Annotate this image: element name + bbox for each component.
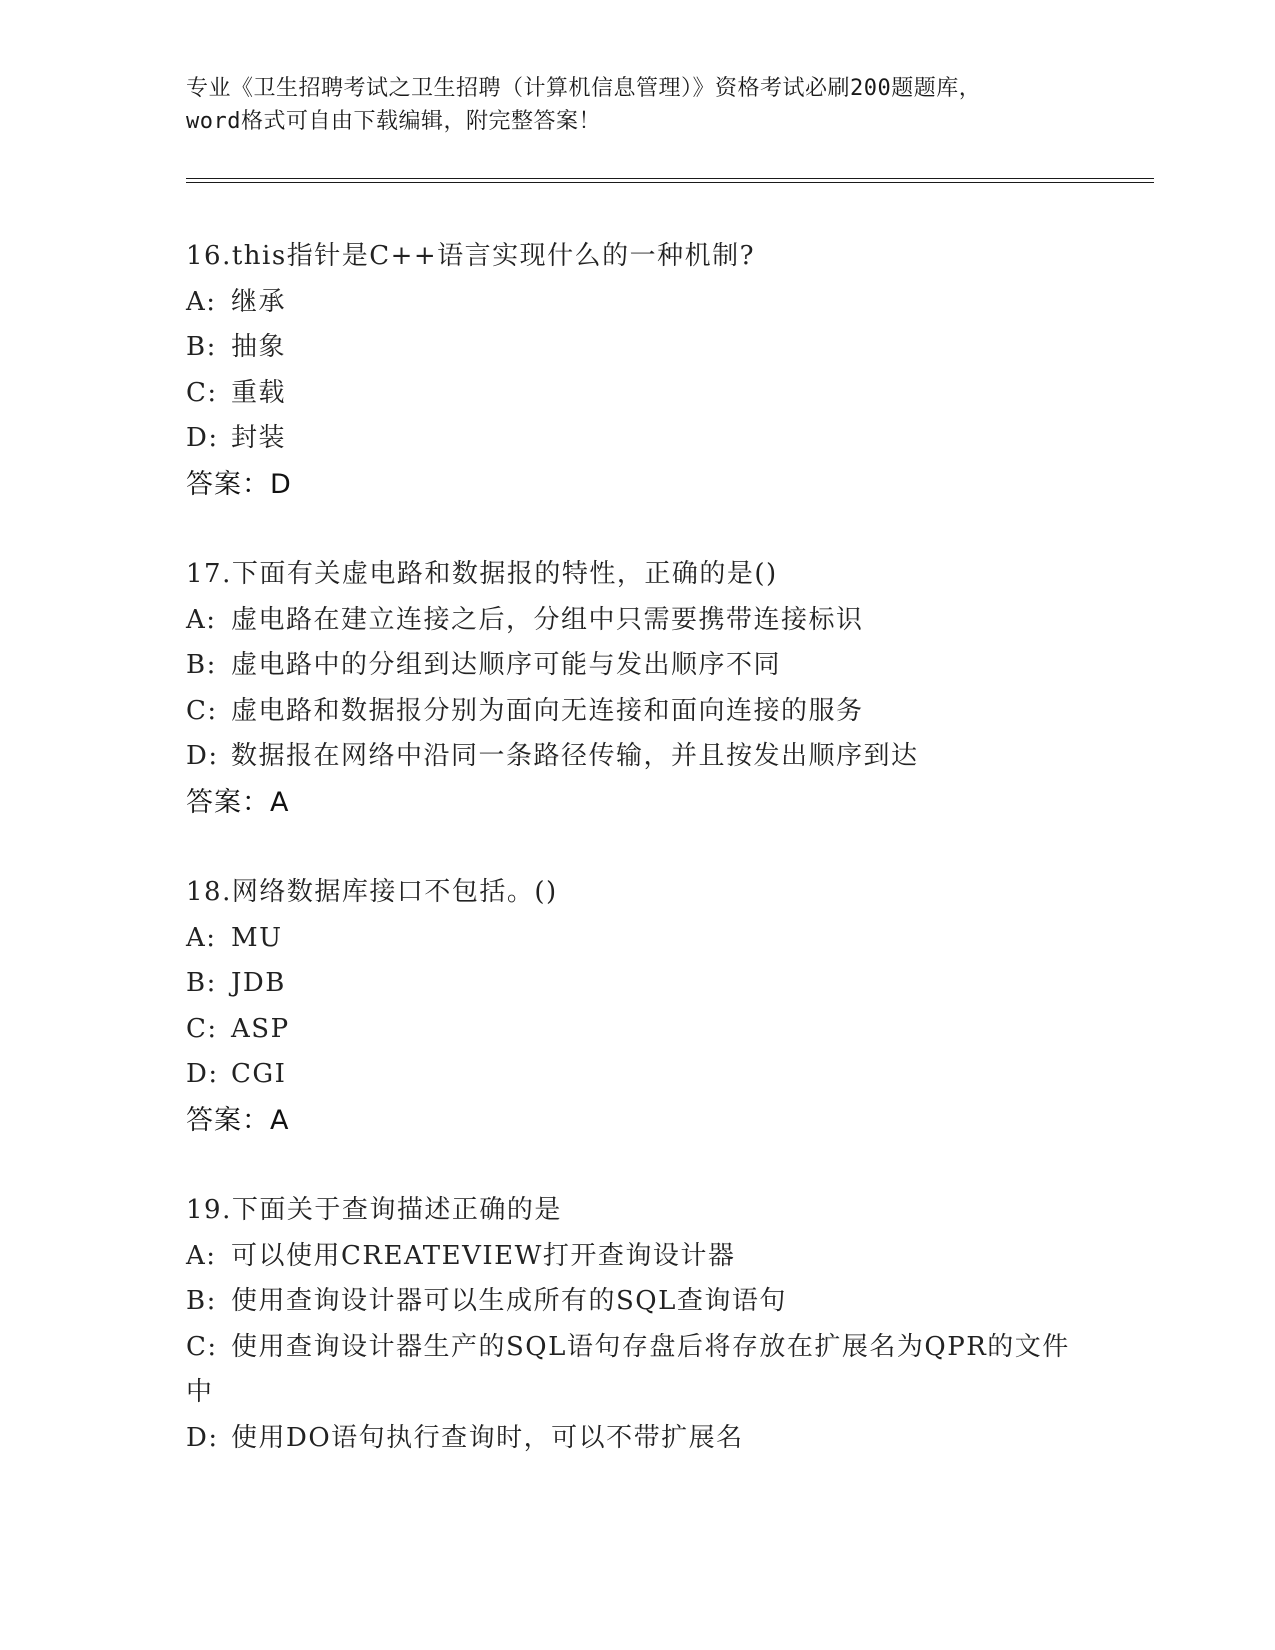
option-text: 数据报在网络中沿同一条路径传输，并且按发出顺序到达 (231, 741, 919, 771)
option-text: 使用查询设计器生产的SQL语句存盘后将存放在扩展名为QPR的文件中 (186, 1331, 1070, 1407)
header-title-line2: word格式可自由下载编辑，附完整答案！ (186, 109, 601, 134)
option-text: 封装 (231, 423, 287, 453)
option-label: D: (186, 423, 219, 453)
option-a (186, 280, 1086, 326)
option-text: 继承 (231, 286, 287, 317)
option-label: C: (186, 1013, 218, 1044)
option-b (186, 643, 1086, 689)
option-text: ASP (231, 1013, 290, 1044)
option-text: 使用DO语句执行查询时，可以不带扩展名 (231, 1422, 744, 1453)
option-label: D: (186, 1059, 219, 1089)
option-text: 抽象 (231, 332, 287, 362)
question-stem: 18.网络数据库接口不包括。() (186, 877, 558, 907)
option-text: 虚电路中的分组到达顺序可能与发出顺序不同 (231, 650, 782, 680)
option-label: B: (186, 968, 217, 998)
document-header (186, 72, 1086, 138)
header-rule-top (186, 178, 1154, 179)
option-c (186, 1325, 1086, 1416)
answer-line: 答案：A (186, 786, 290, 818)
option-label: D: (186, 741, 219, 771)
question-18 (186, 870, 1086, 1143)
option-label: C: (186, 695, 218, 726)
option-label: A: (186, 604, 217, 635)
option-c (186, 371, 1086, 417)
option-text: 可以使用CREATEVIEW打开查询设计器 (231, 1240, 736, 1271)
question-19 (186, 1188, 1086, 1461)
answer-line: 答案：D (186, 468, 292, 500)
question-16 (186, 234, 1086, 507)
option-label: B: (186, 1286, 217, 1316)
option-label: C: (186, 377, 218, 408)
option-label: A: (186, 1240, 217, 1271)
option-c (186, 689, 1086, 735)
option-label: B: (186, 332, 217, 362)
option-text: 虚电路在建立连接之后，分组中只需要携带连接标识 (231, 604, 864, 635)
option-text: 虚电路和数据报分别为面向无连接和面向连接的服务 (231, 695, 864, 726)
header-title-line1: 专业《卫生招聘考试之卫生招聘（计算机信息管理）》资格考试必刷200题题库， (186, 76, 982, 101)
option-text: 重载 (231, 377, 287, 408)
option-d (186, 416, 1086, 462)
option-d (186, 1416, 1086, 1462)
option-label: A: (186, 286, 217, 317)
option-text: JDB (231, 968, 286, 998)
option-d (186, 1052, 1086, 1098)
option-text: CGI (231, 1059, 287, 1089)
option-label: B: (186, 650, 217, 680)
option-label: C: (186, 1331, 218, 1362)
option-a (186, 916, 1086, 962)
option-a (186, 1234, 1086, 1280)
question-stem: 16.this指针是C++语言实现什么的一种机制? (186, 241, 756, 271)
question-17 (186, 552, 1086, 825)
option-a (186, 598, 1086, 644)
option-b (186, 961, 1086, 1007)
question-list (186, 234, 1086, 1506)
option-b (186, 1279, 1086, 1325)
option-text: MU (231, 922, 283, 953)
option-text: 使用查询设计器可以生成所有的SQL查询语句 (231, 1286, 787, 1316)
question-stem: 19.下面关于查询描述正确的是 (186, 1195, 562, 1225)
option-label: D: (186, 1422, 219, 1453)
header-rule-bottom (186, 182, 1154, 183)
question-stem: 17.下面有关虚电路和数据报的特性，正确的是() (186, 559, 778, 589)
option-d (186, 734, 1086, 780)
option-b (186, 325, 1086, 371)
option-label: A: (186, 922, 217, 953)
option-c (186, 1007, 1086, 1053)
answer-line: 答案：A (186, 1104, 290, 1136)
